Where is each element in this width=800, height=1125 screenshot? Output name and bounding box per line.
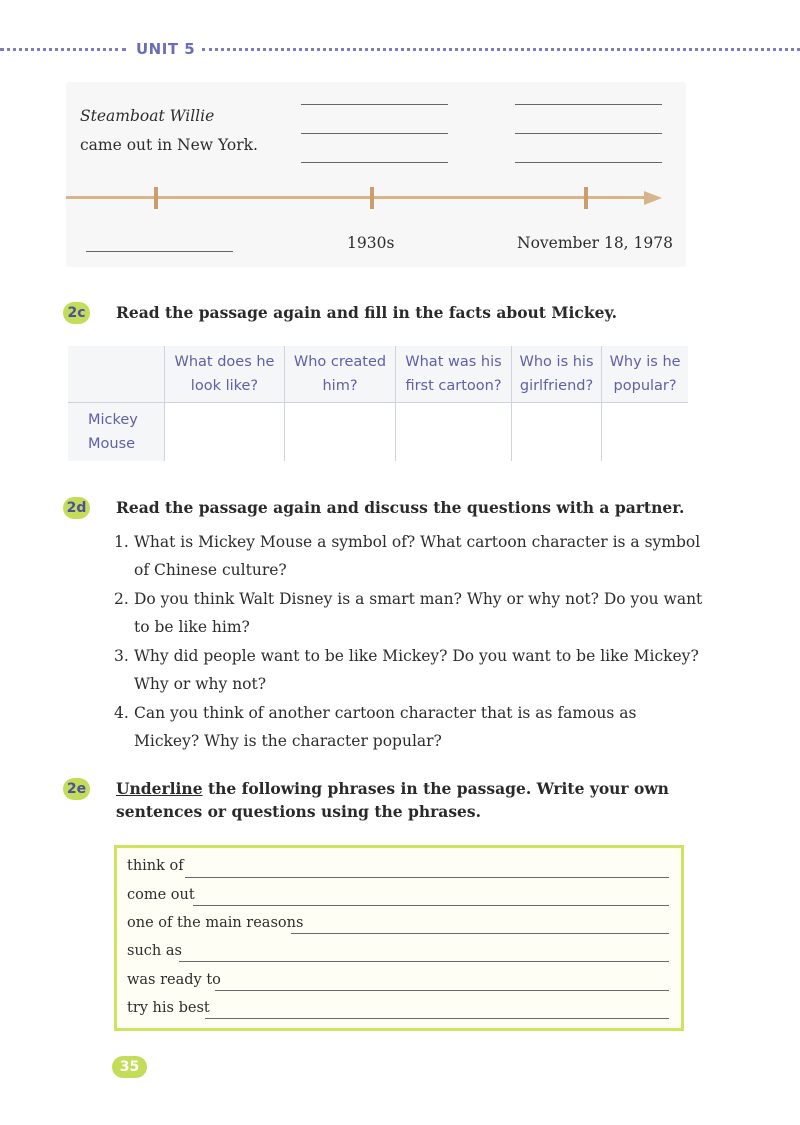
section-badge-2d: 2d [63, 497, 90, 519]
table-row [68, 403, 688, 462]
question-number: 1. [114, 533, 129, 551]
instruction-2e [116, 777, 669, 823]
instruction-2e-line1: the following phrases in the passage. Write your own [202, 779, 669, 798]
row-label-mickey-mouse: Mickey Mouse [68, 403, 165, 462]
question-text: What is Mickey Mouse a symbol of? What cartoon character is a symbol of Chinese culture? [134, 533, 701, 579]
timeline-blank-1[interactable] [301, 104, 448, 105]
phrase-label: think of [127, 858, 184, 874]
phrase-label: try his best [127, 1000, 210, 1016]
timeline-label-1978: November 18, 1978 [517, 234, 673, 252]
answer-cell-girlfriend[interactable] [511, 403, 601, 462]
table-header-corner [68, 346, 165, 403]
phrase-answer-line[interactable] [215, 990, 669, 991]
instruction-2d: Read the passage again and discuss the questions with a partner. [116, 498, 685, 517]
phrase-answer-line[interactable] [185, 877, 669, 878]
instruction-underline-word: Underline [116, 779, 203, 798]
timeline-event-title: Steamboat Willie [80, 107, 215, 125]
section-badge-2e: 2e [63, 778, 90, 800]
question-text: Can you think of another cartoon character that is as famous as Mickey? Why is the character popular? [134, 704, 637, 750]
timeline-arrow-icon [644, 191, 662, 205]
phrase-answer-line[interactable] [193, 905, 669, 906]
table-header: What was his first cartoon? [396, 346, 512, 403]
table-header: Who created him? [284, 346, 395, 403]
answer-cell-look[interactable] [165, 403, 285, 462]
timeline-date-blank[interactable] [86, 251, 233, 252]
timeline-event-rest: came out in New York. [80, 136, 258, 154]
unit-label: UNIT 5 [136, 40, 196, 58]
table-header: Why is he popular? [602, 346, 688, 403]
question-number: 2. [114, 590, 129, 608]
header-dots-left [0, 48, 126, 51]
timeline-blank-3[interactable] [301, 162, 448, 163]
question-text: Why did people want to be like Mickey? Do you want to be like Mickey? Why or why not? [134, 647, 699, 693]
unit-header [0, 40, 800, 60]
question-list [114, 528, 704, 756]
answer-cell-first-cartoon[interactable] [396, 403, 512, 462]
question-text: Do you think Walt Disney is a smart man? Why or why not? Do you want to be like him? [134, 590, 703, 636]
timeline-event-text [80, 102, 258, 160]
list-item [114, 528, 704, 584]
section-badge-2c: 2c [63, 302, 90, 324]
phrase-box [114, 845, 684, 1031]
timeline-blank-6[interactable] [515, 162, 662, 163]
instruction-2e-line2: sentences or questions using the phrases. [116, 802, 482, 821]
question-number: 4. [114, 704, 129, 722]
phrase-answer-line[interactable] [205, 1018, 669, 1019]
phrase-label: one of the main reasons [127, 915, 304, 931]
timeline-tick [584, 187, 588, 209]
phrase-answer-line[interactable] [291, 933, 669, 934]
answer-cell-creator[interactable] [284, 403, 395, 462]
timeline-blank-2[interactable] [301, 133, 448, 134]
phrase-label: come out [127, 887, 195, 903]
list-item [114, 585, 704, 641]
table-header: Who is his girlfriend? [511, 346, 601, 403]
facts-table [68, 346, 688, 461]
answer-cell-popular[interactable] [602, 403, 688, 462]
table-header-row [68, 346, 688, 403]
timeline-label-1930s: 1930s [347, 234, 395, 252]
phrase-answer-line[interactable] [179, 961, 669, 962]
timeline-tick [154, 187, 158, 209]
timeline-blank-5[interactable] [515, 133, 662, 134]
phrase-label: was ready to [127, 972, 221, 988]
timeline-blank-4[interactable] [515, 104, 662, 105]
header-dots-right [202, 48, 800, 51]
timeline-tick [370, 187, 374, 209]
page-number: 35 [112, 1056, 147, 1078]
table-header: What does he look like? [165, 346, 285, 403]
list-item [114, 642, 704, 698]
phrase-label: such as [127, 943, 182, 959]
timeline-axis [66, 196, 646, 199]
instruction-2c: Read the passage again and fill in the facts about Mickey. [116, 303, 618, 322]
list-item [114, 699, 704, 755]
question-number: 3. [114, 647, 129, 665]
